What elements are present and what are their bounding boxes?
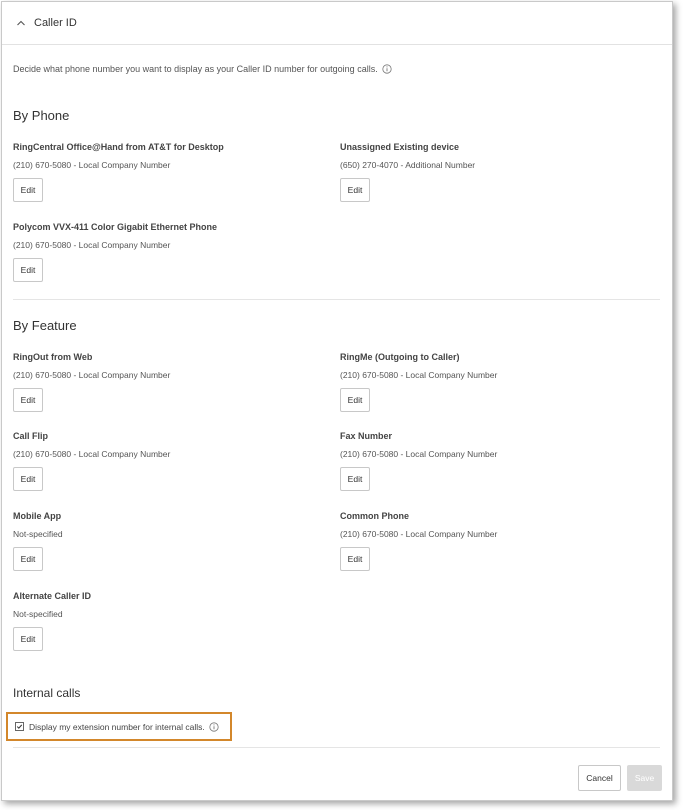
internal-calls-highlight	[6, 712, 232, 741]
by-phone-heading: By Phone	[13, 108, 70, 123]
item-number: (210) 670-5080 - Local Company Number	[13, 370, 171, 380]
info-icon[interactable]	[209, 722, 219, 732]
item-number: (650) 270-4070 - Additional Number	[340, 160, 476, 170]
chevron-up-icon	[14, 16, 28, 30]
edit-button[interactable]: Edit	[13, 178, 43, 202]
save-button[interactable]: Save	[627, 765, 662, 791]
footer-divider	[13, 747, 660, 748]
item-number: Not-specified	[13, 529, 63, 539]
edit-button[interactable]: Edit	[340, 547, 370, 571]
item-title: Fax Number	[340, 431, 393, 441]
item-title: Mobile App	[13, 511, 62, 521]
edit-button[interactable]: Edit	[13, 388, 43, 412]
item-number: (210) 670-5080 - Local Company Number	[13, 160, 171, 170]
feature-item-call-flip	[13, 430, 313, 491]
edit-button[interactable]: Edit	[340, 388, 370, 412]
feature-item-alternate-caller-id	[13, 590, 313, 651]
item-title: Common Phone	[340, 511, 409, 521]
item-title: RingMe (Outgoing to Caller)	[340, 352, 460, 362]
item-number: (210) 670-5080 - Local Company Number	[13, 240, 171, 250]
feature-item-mobile-app	[13, 510, 313, 571]
item-number: (210) 670-5080 - Local Company Number	[340, 449, 498, 459]
by-feature-heading: By Feature	[13, 318, 77, 333]
item-title: Call Flip	[13, 431, 49, 441]
item-number: (210) 670-5080 - Local Company Number	[340, 529, 498, 539]
description-text: Decide what phone number you want to display as your Caller ID number for outgoing calls.	[13, 64, 378, 74]
caller-id-panel	[1, 1, 673, 801]
item-title: Alternate Caller ID	[13, 591, 92, 601]
edit-button[interactable]: Edit	[13, 547, 43, 571]
checkbox-label-text: Display my extension number for internal calls.	[29, 721, 205, 732]
internal-calls-checkbox-label	[29, 722, 219, 732]
item-title: RingOut from Web	[13, 352, 93, 362]
edit-button[interactable]: Edit	[13, 467, 43, 491]
edit-button[interactable]: Edit	[13, 258, 43, 282]
item-number: (210) 670-5080 - Local Company Number	[13, 449, 171, 459]
item-title: Unassigned Existing device	[340, 142, 460, 152]
edit-button[interactable]: Edit	[340, 178, 370, 202]
checkbox-checked-icon[interactable]	[15, 722, 24, 731]
feature-item-fax	[340, 430, 640, 491]
cancel-button[interactable]: Cancel	[578, 765, 621, 791]
item-title: RingCentral Office@Hand from AT&T for Desktop	[13, 142, 224, 152]
item-number: Not-specified	[13, 609, 63, 619]
feature-item-ringout	[13, 351, 313, 412]
internal-calls-heading: Internal calls	[13, 686, 81, 700]
edit-button[interactable]: Edit	[13, 627, 43, 651]
feature-item-common-phone	[340, 510, 640, 571]
divider	[13, 299, 660, 300]
section-title-caller-id: Caller ID	[34, 17, 77, 29]
edit-button[interactable]: Edit	[340, 467, 370, 491]
phone-item-polycom	[13, 221, 313, 282]
item-title: Polycom VVX-411 Color Gigabit Ethernet Phone	[13, 222, 218, 232]
item-number: (210) 670-5080 - Local Company Number	[340, 370, 498, 380]
caller-id-header[interactable]	[2, 2, 672, 45]
feature-item-ringme	[340, 351, 640, 412]
info-icon[interactable]	[382, 64, 392, 74]
phone-item-unassigned	[340, 141, 640, 202]
phone-item-desktop	[13, 141, 313, 202]
caller-id-description	[13, 64, 392, 74]
